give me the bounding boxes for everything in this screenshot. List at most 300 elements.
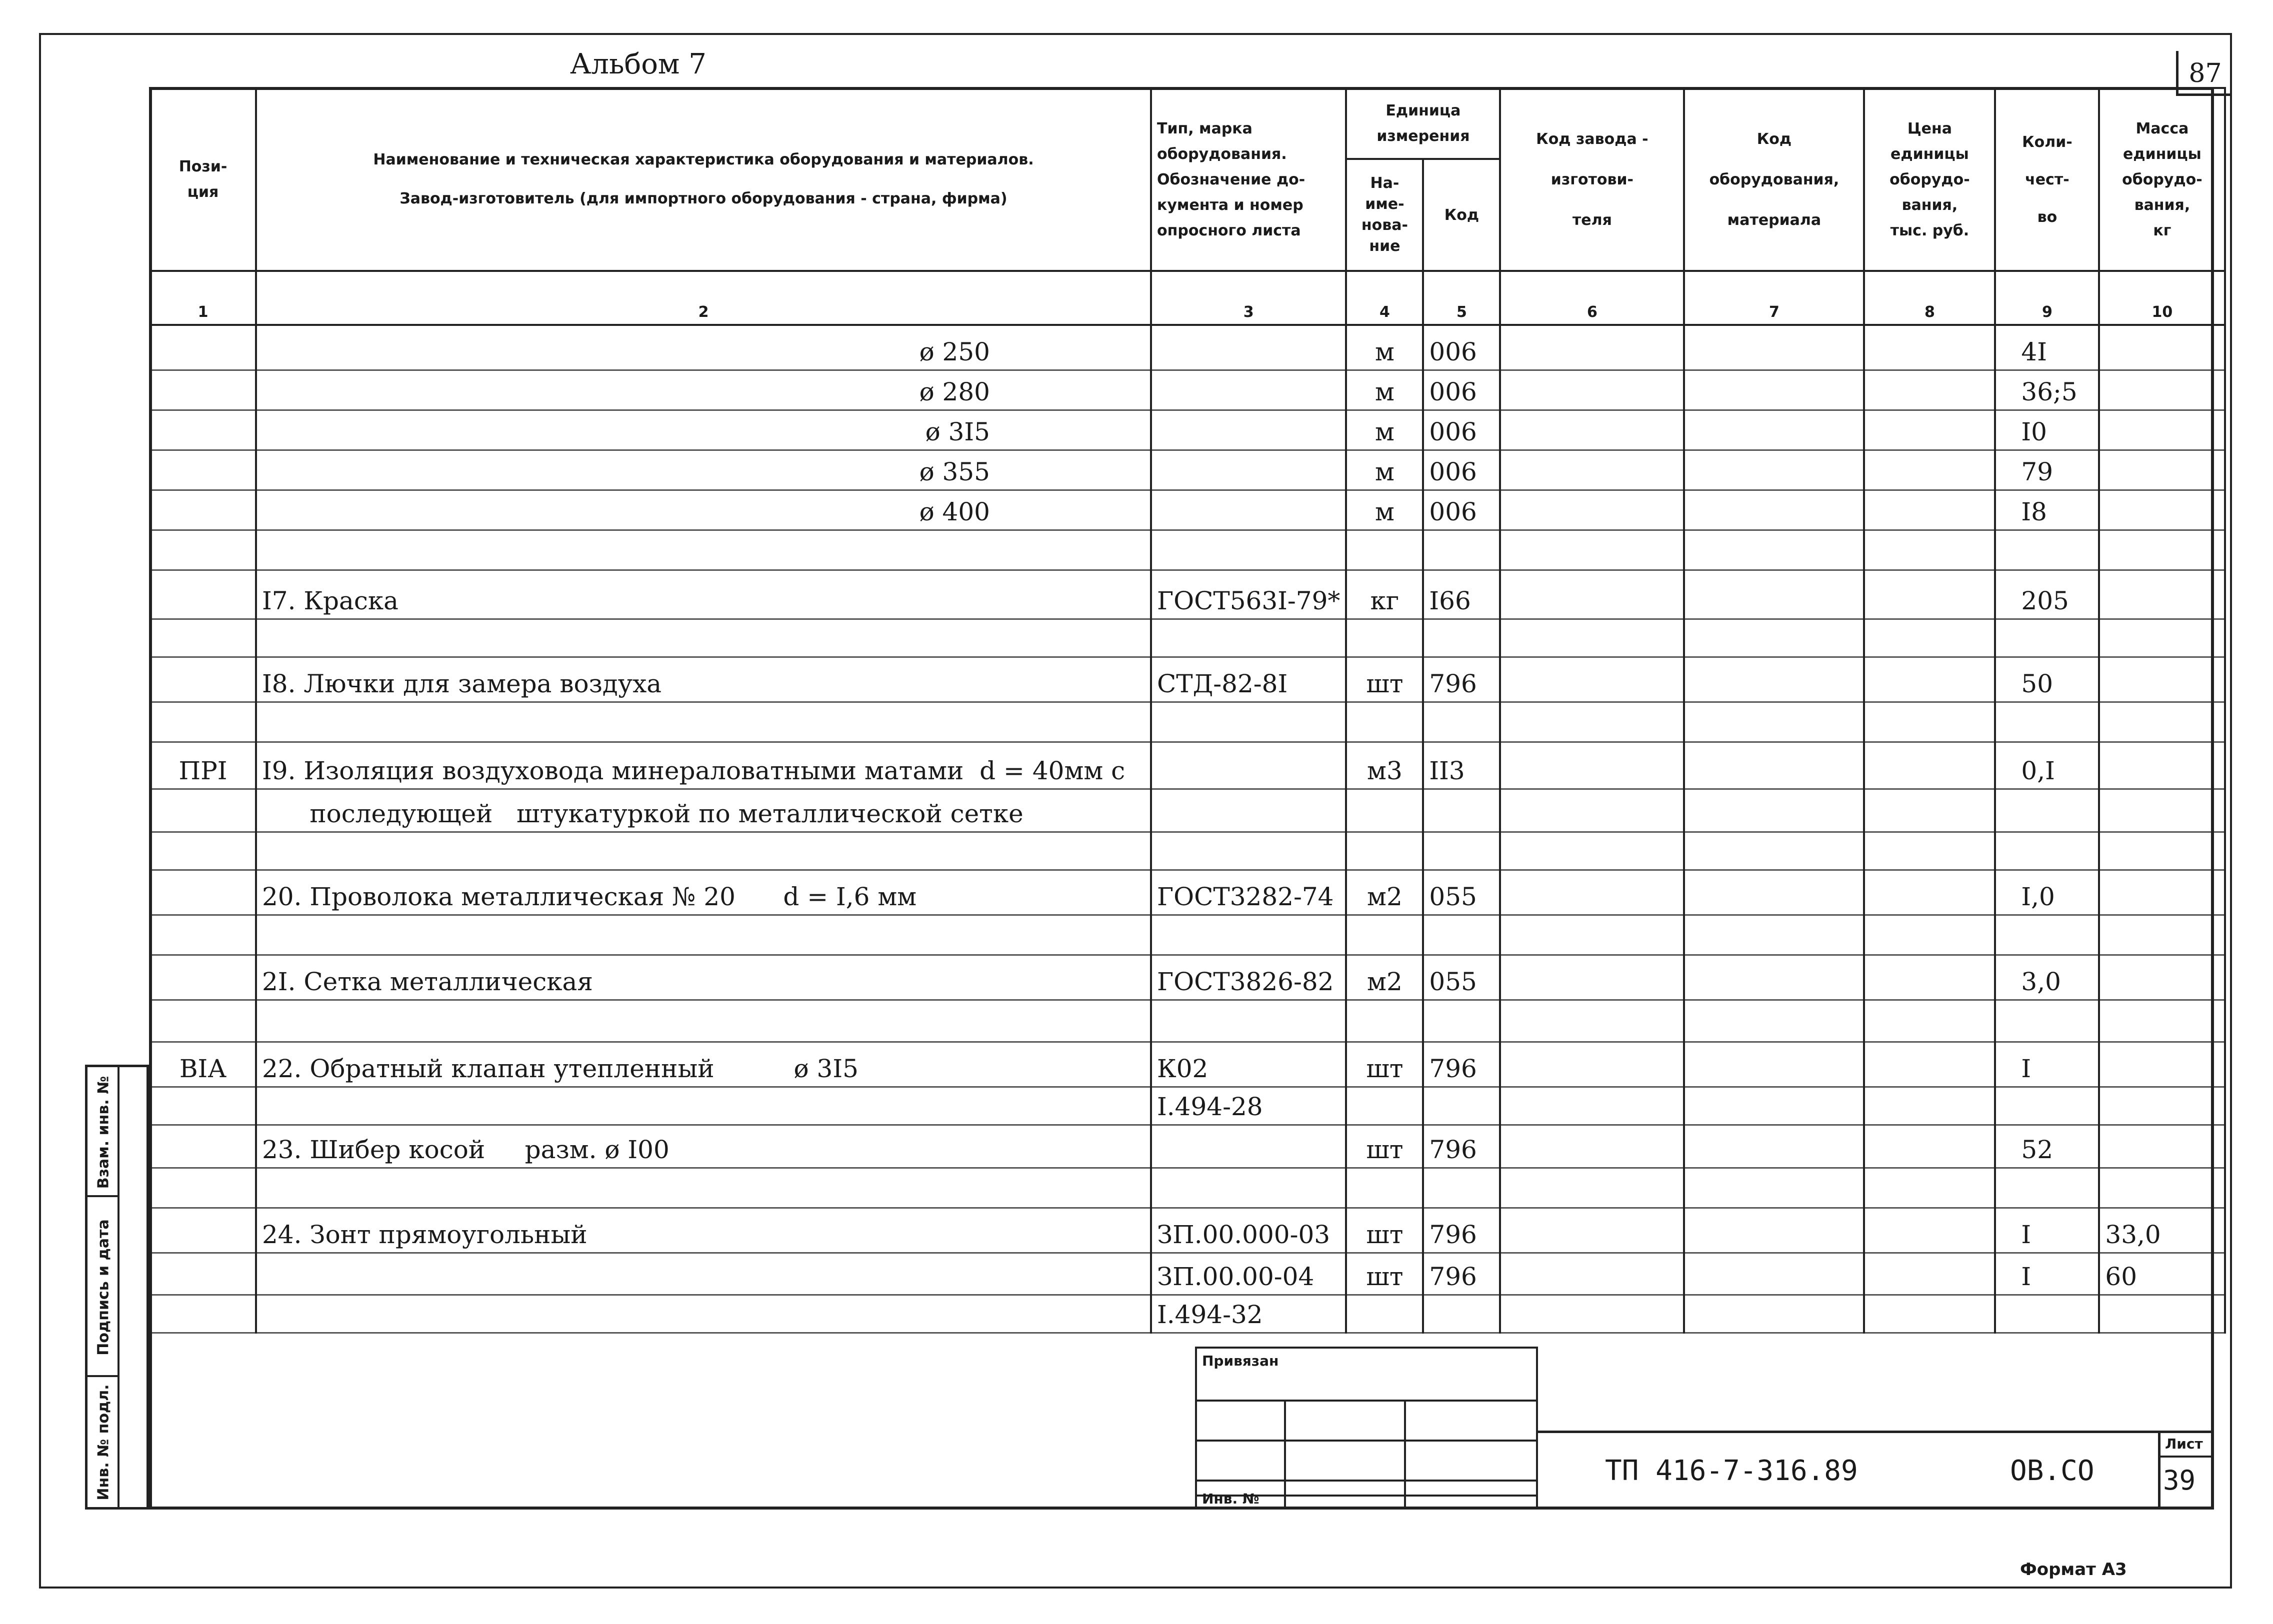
name-cell bbox=[256, 832, 1151, 870]
quantity-cell bbox=[1995, 1087, 2099, 1125]
manufacturer-code-cell bbox=[1500, 789, 1684, 832]
price-cell bbox=[1864, 1000, 1995, 1042]
manufacturer-code-cell bbox=[1500, 410, 1684, 450]
equipment-code-cell bbox=[1684, 1168, 1864, 1208]
type-cell bbox=[1151, 325, 1346, 370]
manufacturer-code-cell bbox=[1500, 1253, 1684, 1295]
unit-cell bbox=[1346, 789, 1423, 832]
table-row bbox=[150, 1042, 2225, 1087]
position-cell bbox=[150, 1253, 256, 1295]
position-cell bbox=[150, 702, 256, 742]
column-number: 9 bbox=[1995, 271, 2099, 325]
unit-cell: кг bbox=[1346, 570, 1423, 619]
position-cell bbox=[150, 410, 256, 450]
unit-cell bbox=[1346, 1000, 1423, 1042]
position-cell bbox=[150, 325, 256, 370]
mass-cell bbox=[2099, 530, 2225, 570]
header-equipment-code: Код оборудования, материала bbox=[1684, 88, 1864, 271]
position-cell bbox=[150, 450, 256, 490]
table-row bbox=[150, 450, 2225, 490]
manufacturer-code-cell bbox=[1500, 1000, 1684, 1042]
equipment-code-cell bbox=[1684, 915, 1864, 955]
position-cell bbox=[150, 619, 256, 657]
price-cell bbox=[1864, 789, 1995, 832]
price-cell bbox=[1864, 1125, 1995, 1168]
column-number: 10 bbox=[2099, 271, 2225, 325]
name-cell: ø 250 bbox=[256, 325, 1151, 370]
header-mass: Масса единицы оборудо- вания, кг bbox=[2099, 88, 2225, 271]
name-cell bbox=[256, 530, 1151, 570]
price-cell bbox=[1864, 370, 1995, 410]
mass-cell bbox=[2099, 870, 2225, 915]
unit-cell: шт bbox=[1346, 1042, 1423, 1087]
quantity-cell: I,0 bbox=[1995, 870, 2099, 915]
position-cell bbox=[150, 915, 256, 955]
quantity-cell: 50 bbox=[1995, 657, 2099, 702]
quantity-cell bbox=[1995, 619, 2099, 657]
manufacturer-code-cell bbox=[1500, 870, 1684, 915]
unit-cell: м bbox=[1346, 490, 1423, 530]
price-cell bbox=[1864, 619, 1995, 657]
mass-cell bbox=[2099, 570, 2225, 619]
table-row bbox=[150, 1295, 2225, 1333]
price-cell bbox=[1864, 1208, 1995, 1253]
price-cell bbox=[1864, 742, 1995, 789]
unit-cell: м2 bbox=[1346, 870, 1423, 915]
mass-cell bbox=[2099, 955, 2225, 1000]
equipment-code-cell bbox=[1684, 742, 1864, 789]
equipment-code-cell bbox=[1684, 955, 1864, 1000]
unit-cell: м bbox=[1346, 450, 1423, 490]
manufacturer-code-cell bbox=[1500, 619, 1684, 657]
page-number: 87 bbox=[2176, 51, 2232, 96]
unit-code-cell: 055 bbox=[1423, 870, 1500, 915]
mass-cell bbox=[2099, 490, 2225, 530]
inv-no-label: Инв. № bbox=[1202, 1491, 1260, 1507]
unit-cell bbox=[1346, 619, 1423, 657]
unit-cell: м3 bbox=[1346, 742, 1423, 789]
manufacturer-code-cell bbox=[1500, 370, 1684, 410]
name-cell bbox=[256, 1168, 1151, 1208]
unit-code-cell: 055 bbox=[1423, 955, 1500, 1000]
quantity-cell: I bbox=[1995, 1253, 2099, 1295]
name-cell: ø 280 bbox=[256, 370, 1151, 410]
price-cell bbox=[1864, 1168, 1995, 1208]
position-cell bbox=[150, 530, 256, 570]
price-cell bbox=[1864, 530, 1995, 570]
header-position: Пози- ция bbox=[150, 88, 256, 271]
name-cell: последующей штукатуркой по металлической сетке bbox=[256, 789, 1151, 832]
unit-code-cell bbox=[1423, 1000, 1500, 1042]
unit-cell bbox=[1346, 832, 1423, 870]
unit-cell: шт bbox=[1346, 1125, 1423, 1168]
equipment-code-cell bbox=[1684, 702, 1864, 742]
table-row bbox=[150, 410, 2225, 450]
manufacturer-code-cell bbox=[1500, 702, 1684, 742]
header-name: Наименование и техническая характеристика оборудования и материалов. Завод-изготовитель (для импортного оборудования - страна, фирма) bbox=[256, 88, 1151, 271]
unit-code-cell bbox=[1423, 789, 1500, 832]
quantity-cell: I8 bbox=[1995, 490, 2099, 530]
price-cell bbox=[1864, 1087, 1995, 1125]
quantity-cell bbox=[1995, 915, 2099, 955]
table-row bbox=[150, 742, 2225, 789]
unit-code-cell: 006 bbox=[1423, 450, 1500, 490]
table-row bbox=[150, 915, 2225, 955]
equipment-code-cell bbox=[1684, 1295, 1864, 1333]
unit-cell bbox=[1346, 530, 1423, 570]
side-stamp-signature: Подпись и дата bbox=[94, 1219, 112, 1356]
name-cell bbox=[256, 1000, 1151, 1042]
table-row bbox=[150, 370, 2225, 410]
mass-cell: 60 bbox=[2099, 1253, 2225, 1295]
mass-cell bbox=[2099, 1000, 2225, 1042]
quantity-cell: 52 bbox=[1995, 1125, 2099, 1168]
unit-cell: м bbox=[1346, 370, 1423, 410]
quantity-cell: I bbox=[1995, 1042, 2099, 1087]
table-row bbox=[150, 955, 2225, 1000]
mass-cell bbox=[2099, 832, 2225, 870]
table-row bbox=[150, 530, 2225, 570]
quantity-cell: I bbox=[1995, 1208, 2099, 1253]
type-cell: ЗП.00.000-03 bbox=[1151, 1208, 1346, 1253]
mass-cell bbox=[2099, 1042, 2225, 1087]
unit-code-cell: 796 bbox=[1423, 657, 1500, 702]
price-cell bbox=[1864, 325, 1995, 370]
column-number: 6 bbox=[1500, 271, 1684, 325]
type-cell: I.494-28 bbox=[1151, 1087, 1346, 1125]
manufacturer-code-cell bbox=[1500, 1087, 1684, 1125]
name-cell: ø 400 bbox=[256, 490, 1151, 530]
equipment-code-cell bbox=[1684, 1253, 1864, 1295]
table-row bbox=[150, 619, 2225, 657]
price-cell bbox=[1864, 1042, 1995, 1087]
position-cell bbox=[150, 1125, 256, 1168]
unit-code-cell: 796 bbox=[1423, 1253, 1500, 1295]
type-cell bbox=[1151, 1168, 1346, 1208]
unit-cell: м2 bbox=[1346, 955, 1423, 1000]
mass-cell bbox=[2099, 1295, 2225, 1333]
equipment-code-cell bbox=[1684, 619, 1864, 657]
column-number: 2 bbox=[256, 271, 1151, 325]
mass-cell bbox=[2099, 742, 2225, 789]
manufacturer-code-cell bbox=[1500, 1125, 1684, 1168]
name-cell bbox=[256, 1087, 1151, 1125]
unit-code-cell: 006 bbox=[1423, 370, 1500, 410]
type-cell bbox=[1151, 370, 1346, 410]
unit-cell bbox=[1346, 1295, 1423, 1333]
equipment-code-cell bbox=[1684, 490, 1864, 530]
price-cell bbox=[1864, 915, 1995, 955]
equipment-code-cell bbox=[1684, 410, 1864, 450]
manufacturer-code-cell bbox=[1500, 1042, 1684, 1087]
table-row bbox=[150, 1125, 2225, 1168]
quantity-cell: 36;5 bbox=[1995, 370, 2099, 410]
position-cell bbox=[150, 832, 256, 870]
privyazan-label: Привязан bbox=[1202, 1353, 1279, 1369]
type-cell bbox=[1151, 530, 1346, 570]
type-cell bbox=[1151, 1125, 1346, 1168]
spec-items bbox=[150, 325, 2225, 1333]
position-cell: ПРI bbox=[150, 742, 256, 789]
table-row bbox=[150, 657, 2225, 702]
unit-code-cell: 006 bbox=[1423, 410, 1500, 450]
type-cell bbox=[1151, 742, 1346, 789]
type-cell bbox=[1151, 490, 1346, 530]
unit-cell bbox=[1346, 702, 1423, 742]
mass-cell bbox=[2099, 370, 2225, 410]
price-cell bbox=[1864, 450, 1995, 490]
header-unit-name: На- име- нова- ние bbox=[1346, 159, 1423, 271]
equipment-code-cell bbox=[1684, 832, 1864, 870]
unit-code-cell bbox=[1423, 832, 1500, 870]
manufacturer-code-cell bbox=[1500, 325, 1684, 370]
price-cell bbox=[1864, 1295, 1995, 1333]
document-mark: ОВ.СО bbox=[2010, 1455, 2094, 1487]
quantity-cell: 3,0 bbox=[1995, 955, 2099, 1000]
column-number-row bbox=[150, 271, 2225, 325]
type-cell: ГОСТ3826-82 bbox=[1151, 955, 1346, 1000]
mass-cell bbox=[2099, 1125, 2225, 1168]
table-row bbox=[150, 1087, 2225, 1125]
equipment-code-cell bbox=[1684, 1000, 1864, 1042]
mass-cell bbox=[2099, 450, 2225, 490]
quantity-cell: 0,I bbox=[1995, 742, 2099, 789]
equipment-code-cell bbox=[1684, 789, 1864, 832]
mass-cell bbox=[2099, 325, 2225, 370]
specification-table bbox=[149, 87, 2226, 1334]
type-cell bbox=[1151, 702, 1346, 742]
manufacturer-code-cell bbox=[1500, 657, 1684, 702]
position-cell: ВIА bbox=[150, 1042, 256, 1087]
quantity-cell: 205 bbox=[1995, 570, 2099, 619]
format-label: Формат А3 bbox=[2020, 1560, 2127, 1580]
mass-cell bbox=[2099, 619, 2225, 657]
unit-code-cell: I66 bbox=[1423, 570, 1500, 619]
unit-code-cell bbox=[1423, 1295, 1500, 1333]
manufacturer-code-cell bbox=[1500, 1208, 1684, 1253]
quantity-cell bbox=[1995, 789, 2099, 832]
quantity-cell bbox=[1995, 1168, 2099, 1208]
equipment-code-cell bbox=[1684, 370, 1864, 410]
table-row bbox=[150, 570, 2225, 619]
mass-cell bbox=[2099, 657, 2225, 702]
position-cell bbox=[150, 955, 256, 1000]
price-cell bbox=[1864, 570, 1995, 619]
type-cell: ЗП.00.00-04 bbox=[1151, 1253, 1346, 1295]
name-cell bbox=[256, 1253, 1151, 1295]
table-row bbox=[150, 870, 2225, 915]
manufacturer-code-cell bbox=[1500, 1295, 1684, 1333]
column-number: 1 bbox=[150, 271, 256, 325]
name-cell: 24. Зонт прямоугольный bbox=[256, 1208, 1151, 1253]
position-cell bbox=[150, 870, 256, 915]
quantity-cell bbox=[1995, 702, 2099, 742]
manufacturer-code-cell bbox=[1500, 1168, 1684, 1208]
unit-cell bbox=[1346, 915, 1423, 955]
unit-cell bbox=[1346, 1168, 1423, 1208]
unit-code-cell bbox=[1423, 915, 1500, 955]
type-cell bbox=[1151, 915, 1346, 955]
position-cell bbox=[150, 1208, 256, 1253]
price-cell bbox=[1864, 657, 1995, 702]
document-code: ТП 416-7-316.89 bbox=[1605, 1455, 1858, 1487]
unit-code-cell: II3 bbox=[1423, 742, 1500, 789]
header-quantity: Коли- чест- во bbox=[1995, 88, 2099, 271]
unit-code-cell: 796 bbox=[1423, 1125, 1500, 1168]
mass-cell bbox=[2099, 789, 2225, 832]
unit-cell: м bbox=[1346, 325, 1423, 370]
side-stamp-original: Инв. № подл. bbox=[94, 1384, 112, 1501]
position-cell bbox=[150, 370, 256, 410]
side-stamp-replacement: Взам. инв. № bbox=[94, 1076, 112, 1189]
name-cell: ø 3I5 bbox=[256, 410, 1151, 450]
unit-cell bbox=[1346, 1087, 1423, 1125]
quantity-cell bbox=[1995, 530, 2099, 570]
sheet-label: Лист bbox=[2165, 1436, 2203, 1452]
unit-cell: шт bbox=[1346, 1208, 1423, 1253]
equipment-code-cell bbox=[1684, 325, 1864, 370]
name-cell: 23. Шибер косой разм. ø I00 bbox=[256, 1125, 1151, 1168]
quantity-cell: I0 bbox=[1995, 410, 2099, 450]
position-cell bbox=[150, 1168, 256, 1208]
equipment-code-cell bbox=[1684, 450, 1864, 490]
manufacturer-code-cell bbox=[1500, 742, 1684, 789]
name-cell: I8. Лючки для замера воздуха bbox=[256, 657, 1151, 702]
name-cell bbox=[256, 702, 1151, 742]
price-cell bbox=[1864, 870, 1995, 915]
manufacturer-code-cell bbox=[1500, 490, 1684, 530]
table-row bbox=[150, 490, 2225, 530]
type-cell bbox=[1151, 410, 1346, 450]
name-cell: I9. Изоляция воздуховода минераловатными матами d = 40мм с bbox=[256, 742, 1151, 789]
side-stamp bbox=[85, 1065, 149, 1510]
mass-cell: 33,0 bbox=[2099, 1208, 2225, 1253]
position-cell bbox=[150, 1000, 256, 1042]
name-cell: I7. Краска bbox=[256, 570, 1151, 619]
mass-cell bbox=[2099, 410, 2225, 450]
position-cell bbox=[150, 789, 256, 832]
name-cell: 2I. Сетка металлическая bbox=[256, 955, 1151, 1000]
equipment-code-cell bbox=[1684, 1087, 1864, 1125]
unit-cell: шт bbox=[1346, 1253, 1423, 1295]
equipment-code-cell bbox=[1684, 1042, 1864, 1087]
album-label: Альбом 7 bbox=[570, 48, 706, 80]
table-row bbox=[150, 789, 2225, 832]
name-cell: ø 355 bbox=[256, 450, 1151, 490]
name-cell: 22. Обратный клапан утепленный ø 3I5 bbox=[256, 1042, 1151, 1087]
price-cell bbox=[1864, 410, 1995, 450]
table-row bbox=[150, 1168, 2225, 1208]
table-row bbox=[150, 1208, 2225, 1253]
unit-code-cell bbox=[1423, 619, 1500, 657]
unit-code-cell: 006 bbox=[1423, 490, 1500, 530]
unit-code-cell: 796 bbox=[1423, 1042, 1500, 1087]
name-cell bbox=[256, 619, 1151, 657]
price-cell bbox=[1864, 955, 1995, 1000]
column-number: 4 bbox=[1346, 271, 1423, 325]
equipment-code-cell bbox=[1684, 1208, 1864, 1253]
type-cell: I.494-32 bbox=[1151, 1295, 1346, 1333]
manufacturer-code-cell bbox=[1500, 450, 1684, 490]
mass-cell bbox=[2099, 915, 2225, 955]
unit-cell: шт bbox=[1346, 657, 1423, 702]
mass-cell bbox=[2099, 702, 2225, 742]
name-cell bbox=[256, 915, 1151, 955]
type-cell: К02 bbox=[1151, 1042, 1346, 1087]
equipment-code-cell bbox=[1684, 657, 1864, 702]
quantity-cell bbox=[1995, 1295, 2099, 1333]
unit-code-cell bbox=[1423, 1168, 1500, 1208]
sheet-number: 39 bbox=[2163, 1465, 2196, 1496]
column-number: 7 bbox=[1684, 271, 1864, 325]
unit-code-cell bbox=[1423, 702, 1500, 742]
mass-cell bbox=[2099, 1168, 2225, 1208]
column-number: 8 bbox=[1864, 271, 1995, 325]
manufacturer-code-cell bbox=[1500, 832, 1684, 870]
equipment-code-cell bbox=[1684, 870, 1864, 915]
price-cell bbox=[1864, 832, 1995, 870]
column-number: 5 bbox=[1423, 271, 1500, 325]
equipment-code-cell bbox=[1684, 1125, 1864, 1168]
header-unit-group: Единица измерения bbox=[1346, 88, 1500, 159]
unit-code-cell: 006 bbox=[1423, 325, 1500, 370]
table-row bbox=[150, 702, 2225, 742]
equipment-code-cell bbox=[1684, 570, 1864, 619]
type-cell: СТД-82-8I bbox=[1151, 657, 1346, 702]
type-cell bbox=[1151, 832, 1346, 870]
equipment-code-cell bbox=[1684, 530, 1864, 570]
quantity-cell bbox=[1995, 1000, 2099, 1042]
position-cell bbox=[150, 490, 256, 530]
table-row bbox=[150, 325, 2225, 370]
unit-code-cell bbox=[1423, 1087, 1500, 1125]
manufacturer-code-cell bbox=[1500, 915, 1684, 955]
type-cell: ГОСТ3282-74 bbox=[1151, 870, 1346, 915]
position-cell bbox=[150, 1087, 256, 1125]
manufacturer-code-cell bbox=[1500, 530, 1684, 570]
header-type: Тип, марка оборудования. Обозначение до- кумента и номер опросного листа bbox=[1151, 88, 1346, 271]
header-unit-code: Код bbox=[1423, 159, 1500, 271]
type-cell bbox=[1151, 789, 1346, 832]
type-cell bbox=[1151, 450, 1346, 490]
type-cell bbox=[1151, 619, 1346, 657]
quantity-cell: 79 bbox=[1995, 450, 2099, 490]
table-row bbox=[150, 1253, 2225, 1295]
table-row bbox=[150, 1000, 2225, 1042]
quantity-cell: 4I bbox=[1995, 325, 2099, 370]
manufacturer-code-cell bbox=[1500, 955, 1684, 1000]
type-cell: ГОСТ563I-79* bbox=[1151, 570, 1346, 619]
quantity-cell bbox=[1995, 832, 2099, 870]
position-cell bbox=[150, 1295, 256, 1333]
name-cell bbox=[256, 1295, 1151, 1333]
type-cell bbox=[1151, 1000, 1346, 1042]
header-manufacturer-code: Код завода - изготови- теля bbox=[1500, 88, 1684, 271]
column-number: 3 bbox=[1151, 271, 1346, 325]
position-cell bbox=[150, 657, 256, 702]
unit-cell: м bbox=[1346, 410, 1423, 450]
mass-cell bbox=[2099, 1087, 2225, 1125]
unit-code-cell bbox=[1423, 530, 1500, 570]
unit-code-cell: 796 bbox=[1423, 1208, 1500, 1253]
manufacturer-code-cell bbox=[1500, 570, 1684, 619]
price-cell bbox=[1864, 702, 1995, 742]
position-cell bbox=[150, 570, 256, 619]
price-cell bbox=[1864, 490, 1995, 530]
price-cell bbox=[1864, 1253, 1995, 1295]
header-price: Цена единицы оборудо- вания, тыс. руб. bbox=[1864, 88, 1995, 271]
table-row bbox=[150, 832, 2225, 870]
